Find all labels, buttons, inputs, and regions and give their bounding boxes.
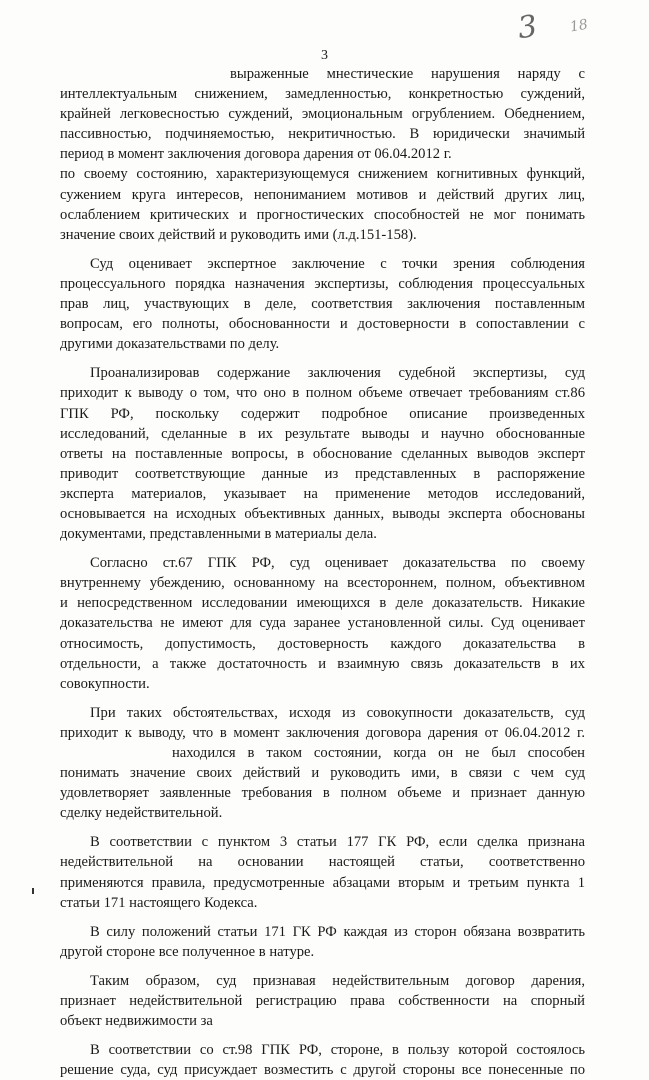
text-line: основывается на исходных объективных данных, выводы эксперта обоснованы bbox=[60, 505, 585, 522]
text-line: ГПК РФ, поскольку содержит подробное описание произведенных bbox=[60, 405, 585, 422]
text-line: приходит к выводу, что в момент заключения договора дарения от 06.04.2012 г. bbox=[60, 724, 585, 741]
handwritten-page-number: 3 bbox=[515, 8, 540, 47]
text-line: находился в таком состоянии, когда он не был способен bbox=[172, 745, 585, 761]
text-line: понимать значение своих действий и руководить ими, в связи с чем суд bbox=[60, 765, 585, 782]
page-number: 3 bbox=[321, 48, 328, 63]
text-line: крайней легковесностью суждений, эмоциональным огрублением. Обеднением, bbox=[60, 106, 585, 123]
text-line: доказательства не имеют для суда заранее установленной силы. Суд оценивает bbox=[60, 615, 585, 632]
text-line: приводит соответствующие данные из представленных в распоряжение bbox=[60, 465, 585, 482]
text-line: сужением круга интересов, непониманием мотивов и действий других лиц, bbox=[60, 186, 585, 203]
text-line: значение своих действий и руководить ими (л.д.151-158). bbox=[60, 226, 417, 243]
text-line: решение суда, суд присуждает возместить с другой стороны все понесенные по bbox=[60, 1062, 585, 1079]
text-line: При таких обстоятельствах, исходя из совокупности доказательств, суд bbox=[90, 704, 585, 721]
text-line: эксперта материалов, указывает на применение методов исследований, bbox=[60, 485, 585, 502]
text-line: выраженные мнестические нарушения наряду с bbox=[230, 66, 585, 82]
text-line: интеллектуальным снижением, замедленностью, конкретностью суждений, bbox=[60, 86, 585, 103]
text-line: статьи 171 настоящего Кодекса. bbox=[60, 894, 258, 911]
text-line: исследований, сделанные в их результате выводы и научно обоснованные bbox=[60, 425, 585, 442]
document-body bbox=[60, 64, 585, 1080]
text-line: документами, представленными в материалы дела. bbox=[60, 526, 377, 543]
text-line: пассивностью, подчиняемостью, некритичностью. В юридически значимый bbox=[60, 126, 585, 143]
text-line: ослаблением критических и прогностических способностей не мог понимать bbox=[60, 206, 585, 223]
text-line: удовлетворяет заявленные требования в полном объеме и признает данную bbox=[60, 785, 585, 802]
text-line: недействительной на основании настоящей статьи, соответственно bbox=[60, 854, 585, 871]
text-line: прав лиц, участвующих в деле, соответствия заключения поставленным bbox=[60, 296, 585, 313]
text-line: и непосредственном исследовании имеющихся в деле доказательств. Никакие bbox=[60, 595, 585, 612]
scan-edge-mark bbox=[32, 888, 34, 894]
text-line: процессуального порядка назначения экспертизы, соблюдения процессуальных bbox=[60, 275, 585, 292]
text-line: В соответствии с пунктом 3 статьи 177 ГК РФ, если сделка признана bbox=[90, 834, 585, 851]
text-line: сделку недействительной. bbox=[60, 805, 223, 822]
text-line: ответы на поставленные вопросы, в обоснование сделанных выводов эксперт bbox=[60, 445, 585, 462]
text-line: признает недействительной регистрацию права собственности на спорный bbox=[60, 993, 585, 1010]
text-line: Согласно ст.67 ГПК РФ, суд оценивает доказательства по своему bbox=[90, 555, 585, 572]
text-line: совокупности. bbox=[60, 675, 150, 692]
text-line: Таким образом, суд признавая недействительным договор дарения, bbox=[90, 972, 585, 989]
handwritten-sheet-number: 18 bbox=[568, 16, 590, 36]
text-line: другой стороне все полученное в натуре. bbox=[60, 943, 315, 960]
text-line: объект недвижимости за bbox=[60, 1013, 213, 1030]
text-line: вопросам, его полноты, обоснованности и достоверности в сопоставлении с bbox=[60, 316, 585, 333]
text-line: В соответствии со ст.98 ГПК РФ, стороне, в пользу которой состоялось bbox=[90, 1042, 585, 1059]
text-line: по своему состоянию, характеризующемуся снижением когнитивных функций, bbox=[60, 166, 585, 183]
text-line: Проанализировав содержание заключения судебной экспертизы, суд bbox=[90, 365, 585, 382]
text-line: период в момент заключения договора дарения от 06.04.2012 г. bbox=[60, 146, 452, 163]
text-line: отдельности, а также достаточность и взаимную связь доказательств в их bbox=[60, 655, 585, 672]
text-line: внутреннему убеждению, основанному на всестороннем, полном, объективном bbox=[60, 575, 585, 592]
text-line: применяются правила, предусмотренные абзацами вторым и третьим пункта 1 bbox=[60, 874, 585, 891]
text-line: приходит к выводу о том, что оно в полном объеме отвечает требованиям ст.86 bbox=[60, 385, 585, 402]
text-line: относимость, допустимость, достоверность каждого доказательства в bbox=[60, 635, 585, 652]
text-line: В силу положений статьи 171 ГК РФ каждая из сторон обязана возвратить bbox=[90, 923, 585, 940]
text-line: Суд оценивает экспертное заключение с точки зрения соблюдения bbox=[90, 255, 585, 272]
text-line: другими доказательствами по делу. bbox=[60, 336, 280, 353]
